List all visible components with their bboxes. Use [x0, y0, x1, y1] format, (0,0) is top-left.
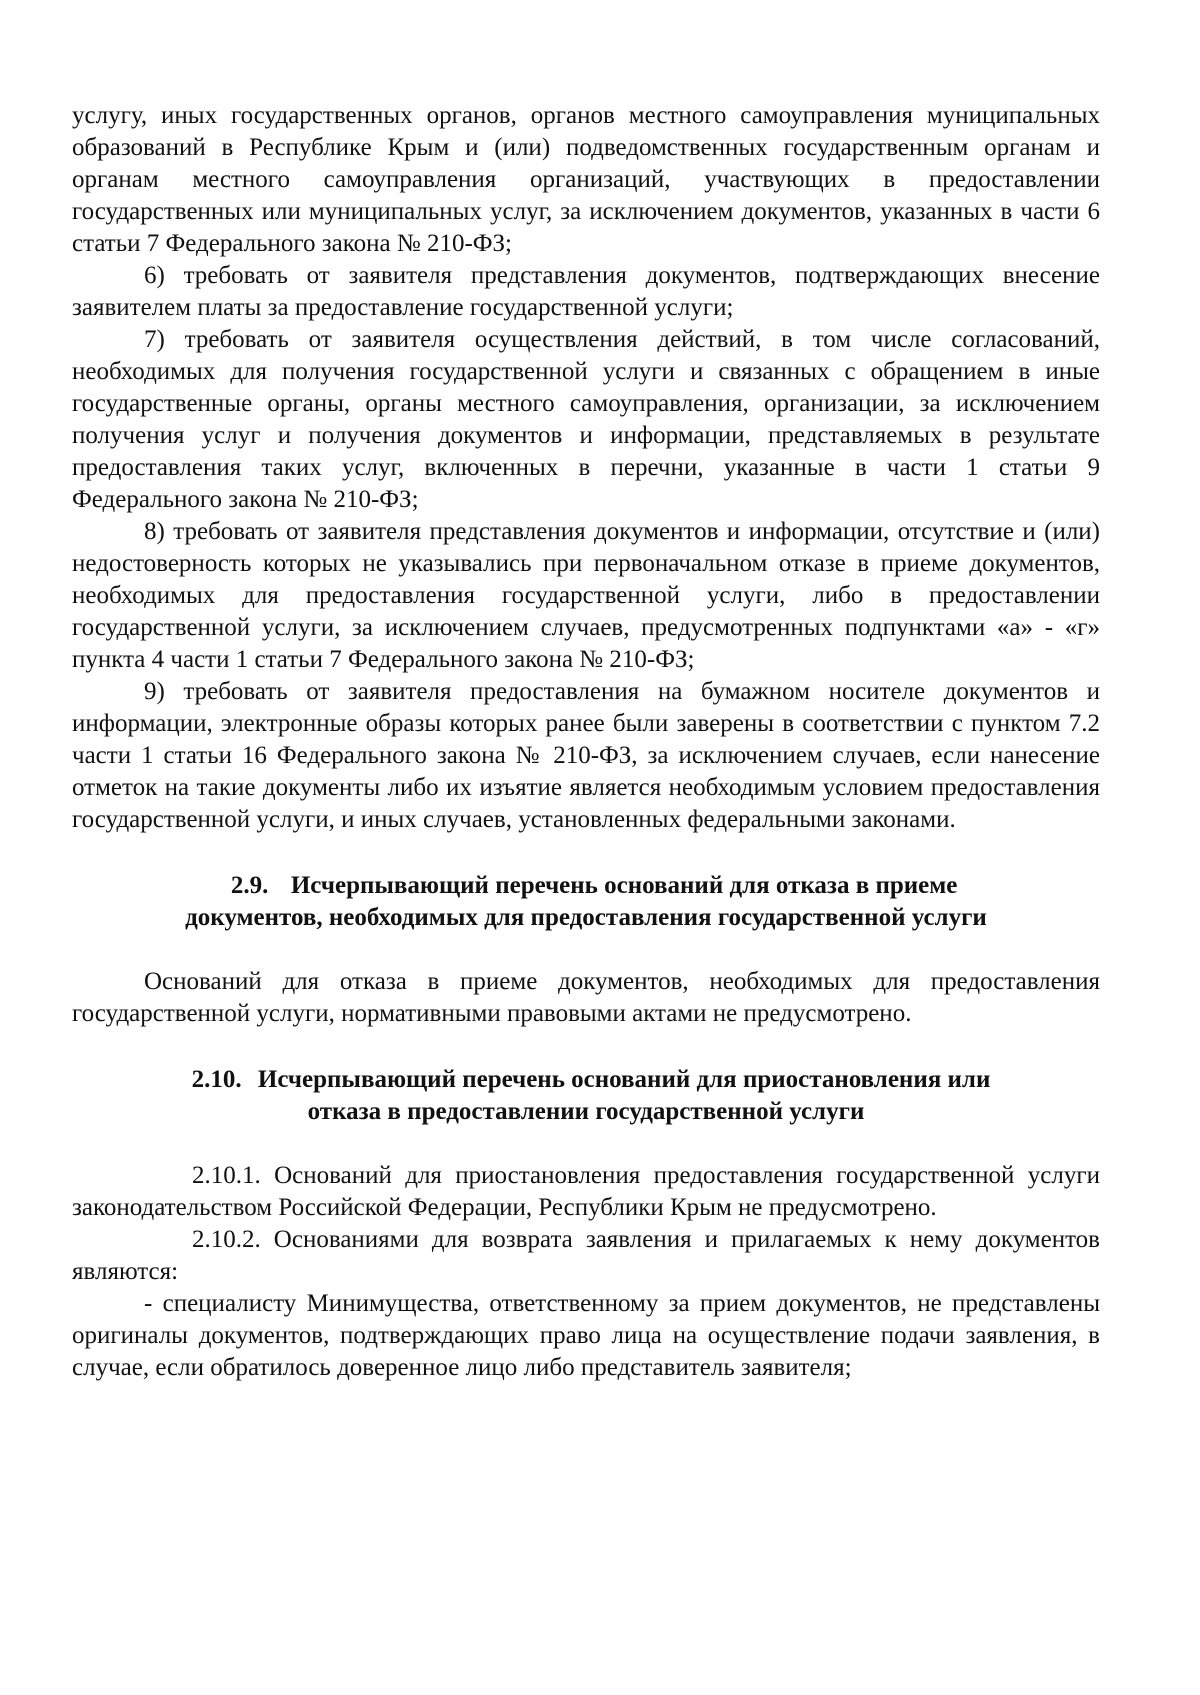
section-2-9-heading [72, 870, 1100, 934]
section-number: 2.9. [230, 872, 269, 899]
list-item-9: 9) требовать от заявителя предоставления на бумажном носителе документов и информации, электронные образы которых ранее были заверены в соответствии с пунктом 7.2 части 1 статьи 16 Федерального закона № 210-ФЗ, за исключением случаев, если нанесение отметок на такие документы либо их изъятие является необходимым условием предоставления государственной услуги, и иных случаев, установленных федеральными законами. [72, 678, 1100, 833]
section-2-10-heading [72, 1064, 1100, 1128]
paragraph-2-10-2: 2.10.2. Основаниями для возврата заявления и прилагаемых к нему документов являются: [72, 1226, 1100, 1285]
section-number: 2.10. [191, 1066, 242, 1093]
list-item-6: 6) требовать от заявителя представления документов, подтверждающих внесение заявителем платы за предоставление государственной услуги; [72, 262, 1100, 321]
section-title-line2: отказа в предоставлении государственной услуги [307, 1098, 865, 1125]
section-title-line2: документов, необходимых для предоставления государственной услуги [185, 904, 987, 931]
paragraph-2-10-1: 2.10.1. Оснований для приостановления предоставления государственной услуги законодательством Российской Федерации, Республики Крым не предусмотрено. [72, 1162, 1100, 1221]
list-item-8: 8) требовать от заявителя представления документов и информации, отсутствие и (или) недостоверность которых не указывались при первоначальном отказе в приеме документов, необходимых для предоставления государственной услуги, либо в предоставлении государственной услуги, за исключением случаев, предусмотренных подпунктами «а» - «г» пункта 4 части 1 статьи 7 Федерального закона № 210-ФЗ; [72, 518, 1100, 673]
section-title-line1: Исчерпывающий перечень оснований для приостановления или [257, 1066, 991, 1093]
section-2-9-body: Оснований для отказа в приеме документов, необходимых для предоставления государственной услуги, нормативными правовыми актами не предусмотрено. [72, 968, 1100, 1027]
section-title-line1: Исчерпывающий перечень оснований для отказа в приеме [290, 872, 958, 899]
document-body [72, 100, 1100, 1384]
bullet-item-1: - специалисту Минимущества, ответственному за прием документов, не представлены оригиналы документов, подтверждающих право лица на осуществление подачи заявления, в случае, если обратилось доверенное лицо либо представитель заявителя; [72, 1290, 1100, 1381]
list-item-7: 7) требовать от заявителя осуществления действий, в том числе согласований, необходимых для получения государственной услуги и связанных с обращением в иные государственные органы, органы местного самоуправления, организации, за исключением получения услуг и получения документов и информации, представляемых в результате предоставления таких услуг, включенных в перечни, указанные в части 1 статьи 9 Федерального закона № 210-ФЗ; [72, 326, 1100, 513]
paragraph-intro: услугу, иных государственных органов, органов местного самоуправления муниципальных образований в Республике Крым и (или) подведомственных государственным органам и органам местного самоуправления организаций, участвующих в предоставлении государственных или муниципальных услуг, за исключением документов, указанных в части 6 статьи 7 Федерального закона № 210-ФЗ; [72, 102, 1100, 257]
section-heading-line [72, 1064, 1100, 1096]
section-heading-line [72, 870, 1100, 902]
